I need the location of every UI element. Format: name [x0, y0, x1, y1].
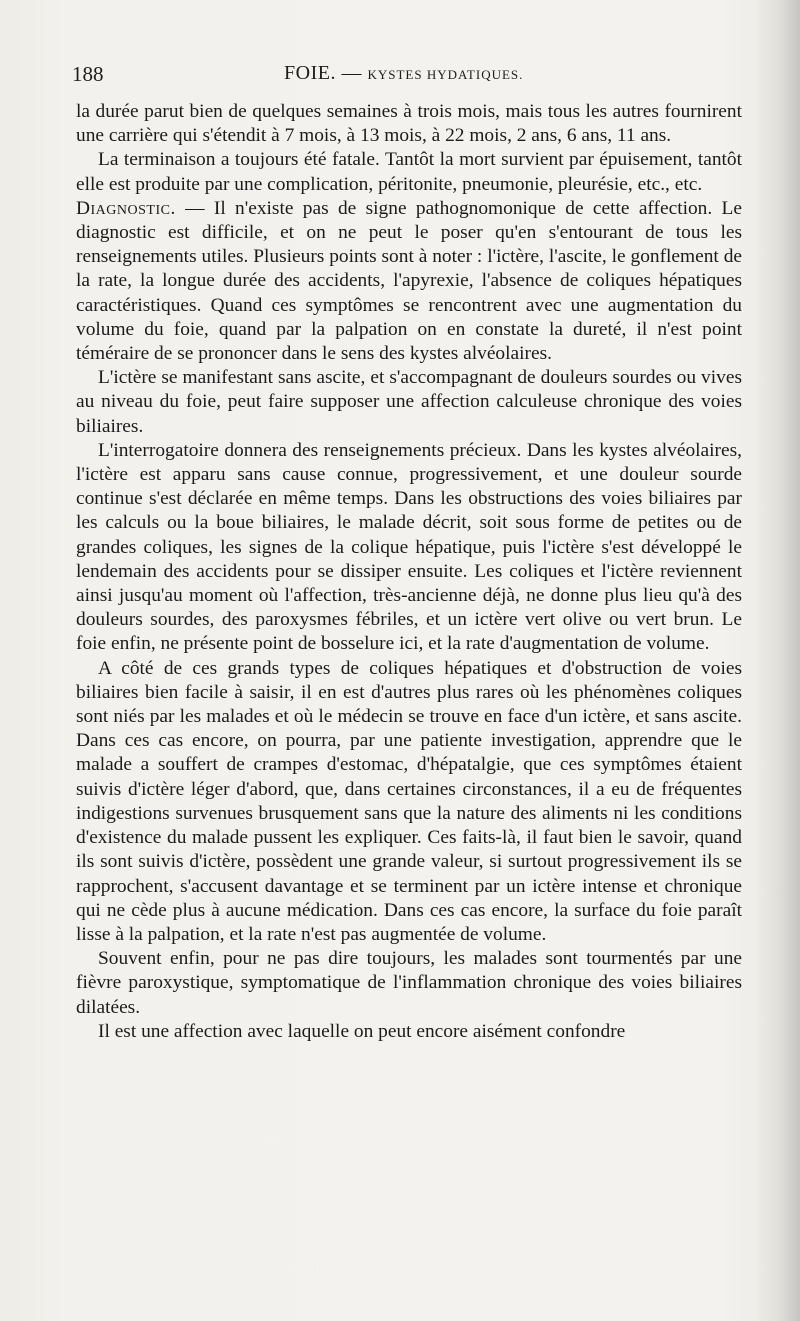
paragraph-2	[76, 148, 742, 196]
page-number: 188	[72, 62, 104, 86]
page-edge-shadow	[756, 0, 800, 1321]
running-head-subtitle: KYSTES HYDATIQUES.	[367, 67, 524, 82]
running-head	[284, 62, 523, 85]
paragraph-6	[76, 657, 742, 947]
paragraph-7	[76, 947, 742, 1020]
paragraph-text: La terminaison a toujours été fatale. Tantôt la mort survient par épuisement, tantôt elle est produite par une complication, péritonite, pneumonie, pleurésie, etc., etc.	[76, 149, 742, 195]
running-head-title: FOIE.	[284, 62, 336, 84]
paragraph-text: L'ictère se manifestant sans ascite, et s'accompagnant de douleurs sourdes ou vives au niveau du foie, peut faire supposer une affection calculeuse chronique des voies biliaires.	[76, 367, 742, 437]
paragraph-text: la durée parut bien de quelques semaines à trois mois, mais tous les autres fournirent une carrière qui s'étendit à 7 mois, à 13 mois, à 22 mois, 2 ans, 6 ans, 11 ans.	[76, 101, 742, 147]
paragraph-text: L'interrogatoire donnera des renseignements précieux. Dans les kystes alvéolaires, l'ictère est apparu sans cause connue, progressivement, et une douleur sourde continue s'est déclarée en même temps. Dans les obstructions des voies biliaires par les calculs ou la boue biliaires, le malade décrit, soit sous forme de petites ou de grandes coliques, les signes de la colique hépatique, puis l'ictère s'est développé le lendemain des accidents pour se dissiper ensuite. Les coliques et l'ictère reviennent ainsi jusqu'au moment où l'affection, très-ancienne déjà, ne donne plus lieu qu'à des douleurs sourdes, des paroxysmes fébriles, et un ictère vert olive ou vert brun. Le foie enfin, ne présente point de bosselure ici, et la rate d'augmentation de volume.	[76, 439, 742, 655]
running-head-separator: —	[341, 62, 362, 84]
page-header	[72, 62, 740, 92]
paragraph-text: Il est une affection avec laquelle on peut encore aisément confondre	[98, 1020, 626, 1042]
paragraph-5	[76, 439, 742, 657]
paragraph-1	[76, 100, 742, 148]
paragraph-8	[76, 1020, 742, 1044]
paragraph-text: Souvent enfin, pour ne pas dire toujours, les malades sont tourmentés par une fièvre paroxystique, symptomatique de l'inflammation chronique des voies biliaires dilatées.	[76, 948, 742, 1018]
paragraph-text: — Il n'existe pas de signe pathognomonique de cette affection. Le diagnostic est difficile, et on ne peut le poser qu'en s'entourant de tous les renseignements utiles. Plusieurs points sont à noter : l'ictère, l'ascite, le gonflement de la rate, la longue durée des accidents, l'apyrexie, l'absence de coliques hépatiques caractéristiques. Quand ces symptômes se rencontrent avec une augmentation du volume du foie, quand par la palpation on en constate la dureté, il n'est point téméraire de se prononcer dans le sens des kystes alvéolaires.	[76, 197, 742, 365]
paragraph-3	[76, 197, 742, 366]
body-text	[76, 100, 742, 1044]
paragraph-4	[76, 366, 742, 439]
section-heading-diagnostic: Diagnostic.	[76, 197, 176, 219]
paragraph-text: A côté de ces grands types de coliques hépatiques et d'obstruction de voies biliaires bien facile à saisir, il en est d'autres plus rares où les phénomènes coliques sont niés par les malades et où le médecin se trouve en face d'un ictère, et sans ascite. Dans ces cas encore, on pourra, par une patiente investigation, apprendre que le malade a souffert de crampes d'estomac, d'hépatalgie, que ces symptômes étaient suivis d'ictère léger d'abord, que, dans certaines circonstances, il a eu de fréquentes indigestions survenues brusquement sans que la nature des aliments ni les conditions d'existence du malade pussent les expliquer. Ces faits-là, il faut bien le savoir, quand ils sont suivis d'ictère, possèdent une grande valeur, si surtout progressivement ils se rapprochent, s'accusent davantage et se terminent par un ictère intense et chronique qui ne cède plus à aucune médication. Dans ces cas encore, la surface du foie paraît lisse à la palpation, et la rate n'est pas augmentée de volume.	[76, 657, 742, 945]
